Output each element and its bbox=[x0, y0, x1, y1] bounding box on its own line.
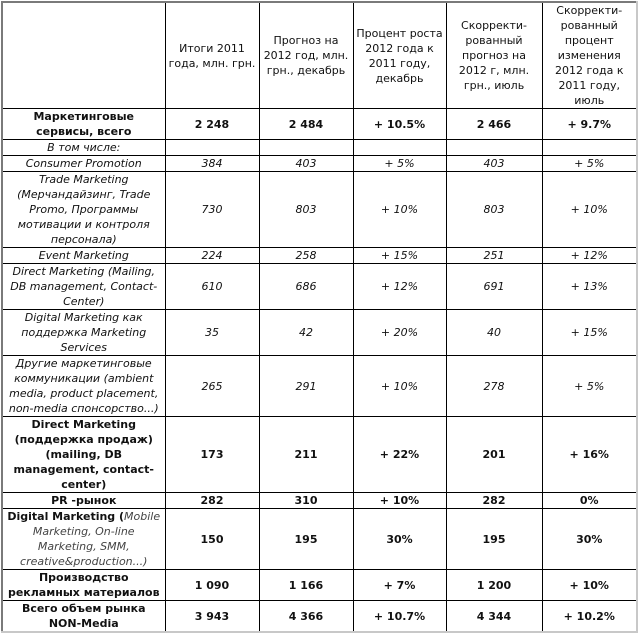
cell-value bbox=[353, 140, 446, 156]
cell-value: 30% bbox=[353, 509, 446, 570]
cell-value: 3 943 bbox=[165, 601, 259, 633]
row-label: Всего объем рынка NON-Media bbox=[2, 601, 165, 633]
cell-value bbox=[542, 140, 637, 156]
cell-value: 282 bbox=[165, 493, 259, 509]
row-label-detail: Mobile Marketing, On-line Marketing, SMM, creative&production...) bbox=[20, 510, 161, 568]
header-cell-results-2011: Итоги 2011 года, млн. грн. bbox=[165, 2, 259, 109]
header-row bbox=[2, 2, 637, 109]
table-row bbox=[2, 264, 637, 310]
cell-value: + 20% bbox=[353, 310, 446, 356]
table-row bbox=[2, 601, 637, 633]
cell-value: 2 484 bbox=[259, 109, 353, 140]
cell-value: + 12% bbox=[353, 264, 446, 310]
cell-value: + 10% bbox=[542, 172, 637, 248]
row-label: Direct Marketing (Mailing, DB management, Contact-Center) bbox=[2, 264, 165, 310]
cell-value: + 13% bbox=[542, 264, 637, 310]
header-cell-adjusted-change-jul: Скорректи-рованный процент изменения 2012 года к 2011 году, июль bbox=[542, 2, 637, 109]
cell-value: + 5% bbox=[542, 156, 637, 172]
cell-value bbox=[446, 140, 542, 156]
cell-value: 1 090 bbox=[165, 570, 259, 601]
cell-value: 251 bbox=[446, 248, 542, 264]
header-cell-growth-dec: Процент роста 2012 года к 2011 году, декабрь bbox=[353, 2, 446, 109]
cell-value: + 10% bbox=[353, 493, 446, 509]
table-row bbox=[2, 509, 637, 570]
cell-value: 195 bbox=[446, 509, 542, 570]
cell-value: 686 bbox=[259, 264, 353, 310]
table-row bbox=[2, 109, 637, 140]
cell-value: 1 200 bbox=[446, 570, 542, 601]
cell-value: 2 248 bbox=[165, 109, 259, 140]
cell-value: 384 bbox=[165, 156, 259, 172]
cell-value: 211 bbox=[259, 417, 353, 493]
cell-value: + 15% bbox=[353, 248, 446, 264]
cell-value: + 22% bbox=[353, 417, 446, 493]
row-label: Consumer Promotion bbox=[2, 156, 165, 172]
cell-value: 803 bbox=[446, 172, 542, 248]
cell-value: 42 bbox=[259, 310, 353, 356]
cell-value: 265 bbox=[165, 356, 259, 417]
table-row bbox=[2, 248, 637, 264]
cell-value: 195 bbox=[259, 509, 353, 570]
row-label: Trade Marketing (Мерчандайзинг, Trade Promo, Программы мотивации и контроля персонала) bbox=[2, 172, 165, 248]
cell-value: + 10.7% bbox=[353, 601, 446, 633]
cell-value: 1 166 bbox=[259, 570, 353, 601]
cell-value bbox=[259, 140, 353, 156]
cell-value: + 12% bbox=[542, 248, 637, 264]
cell-value: 403 bbox=[446, 156, 542, 172]
table-row bbox=[2, 570, 637, 601]
cell-value: + 10% bbox=[353, 172, 446, 248]
cell-value: 258 bbox=[259, 248, 353, 264]
row-label: В том числе: bbox=[2, 140, 165, 156]
table-row bbox=[2, 417, 637, 493]
cell-value: 610 bbox=[165, 264, 259, 310]
cell-value: 2 466 bbox=[446, 109, 542, 140]
cell-value: 201 bbox=[446, 417, 542, 493]
row-label-bold: Digital Marketing ( bbox=[7, 510, 125, 523]
cell-value: 40 bbox=[446, 310, 542, 356]
cell-value: 282 bbox=[446, 493, 542, 509]
row-label: Производство рекламных материалов bbox=[2, 570, 165, 601]
row-label: Digital Marketing как поддержка Marketing Services bbox=[2, 310, 165, 356]
table-row bbox=[2, 310, 637, 356]
cell-value bbox=[165, 140, 259, 156]
cell-value: 173 bbox=[165, 417, 259, 493]
cell-value: 150 bbox=[165, 509, 259, 570]
cell-value: + 5% bbox=[353, 156, 446, 172]
cell-value: 35 bbox=[165, 310, 259, 356]
cell-value: 224 bbox=[165, 248, 259, 264]
cell-value: + 9.7% bbox=[542, 109, 637, 140]
header-cell-forecast-2012-dec: Прогноз на 2012 год, млн. грн., декабрь bbox=[259, 2, 353, 109]
cell-value: + 10.2% bbox=[542, 601, 637, 633]
cell-value: 278 bbox=[446, 356, 542, 417]
cell-value: + 10% bbox=[353, 356, 446, 417]
cell-value: + 5% bbox=[542, 356, 637, 417]
header-cell-adjusted-forecast-jul: Скорректи-рованный прогноз на 2012 г, млн. грн., июль bbox=[446, 2, 542, 109]
header-cell-category bbox=[2, 2, 165, 109]
row-label: Event Marketing bbox=[2, 248, 165, 264]
row-label: Другие маркетинговые коммуникации (ambient media, product placement, non-media спонсорство...) bbox=[2, 356, 165, 417]
table-row bbox=[2, 140, 637, 156]
cell-value: 403 bbox=[259, 156, 353, 172]
cell-value: 0% bbox=[542, 493, 637, 509]
cell-value: + 10% bbox=[542, 570, 637, 601]
cell-value: 4 366 bbox=[259, 601, 353, 633]
cell-value: 291 bbox=[259, 356, 353, 417]
cell-value: 4 344 bbox=[446, 601, 542, 633]
row-label: PR -рынок bbox=[2, 493, 165, 509]
table-row bbox=[2, 172, 637, 248]
cell-value: 310 bbox=[259, 493, 353, 509]
table-row bbox=[2, 356, 637, 417]
row-label bbox=[2, 509, 165, 570]
cell-value: + 7% bbox=[353, 570, 446, 601]
cell-value: 30% bbox=[542, 509, 637, 570]
cell-value: 691 bbox=[446, 264, 542, 310]
row-label: Маркетинговые сервисы, всего bbox=[2, 109, 165, 140]
cell-value: + 10.5% bbox=[353, 109, 446, 140]
cell-value: 730 bbox=[165, 172, 259, 248]
cell-value: 803 bbox=[259, 172, 353, 248]
row-label: Direct Marketing (поддержка продаж) (mailing, DB management, contact-center) bbox=[2, 417, 165, 493]
cell-value: + 16% bbox=[542, 417, 637, 493]
cell-value: + 15% bbox=[542, 310, 637, 356]
table-row bbox=[2, 156, 637, 172]
non-media-market-table bbox=[1, 1, 638, 633]
table-row bbox=[2, 493, 637, 509]
